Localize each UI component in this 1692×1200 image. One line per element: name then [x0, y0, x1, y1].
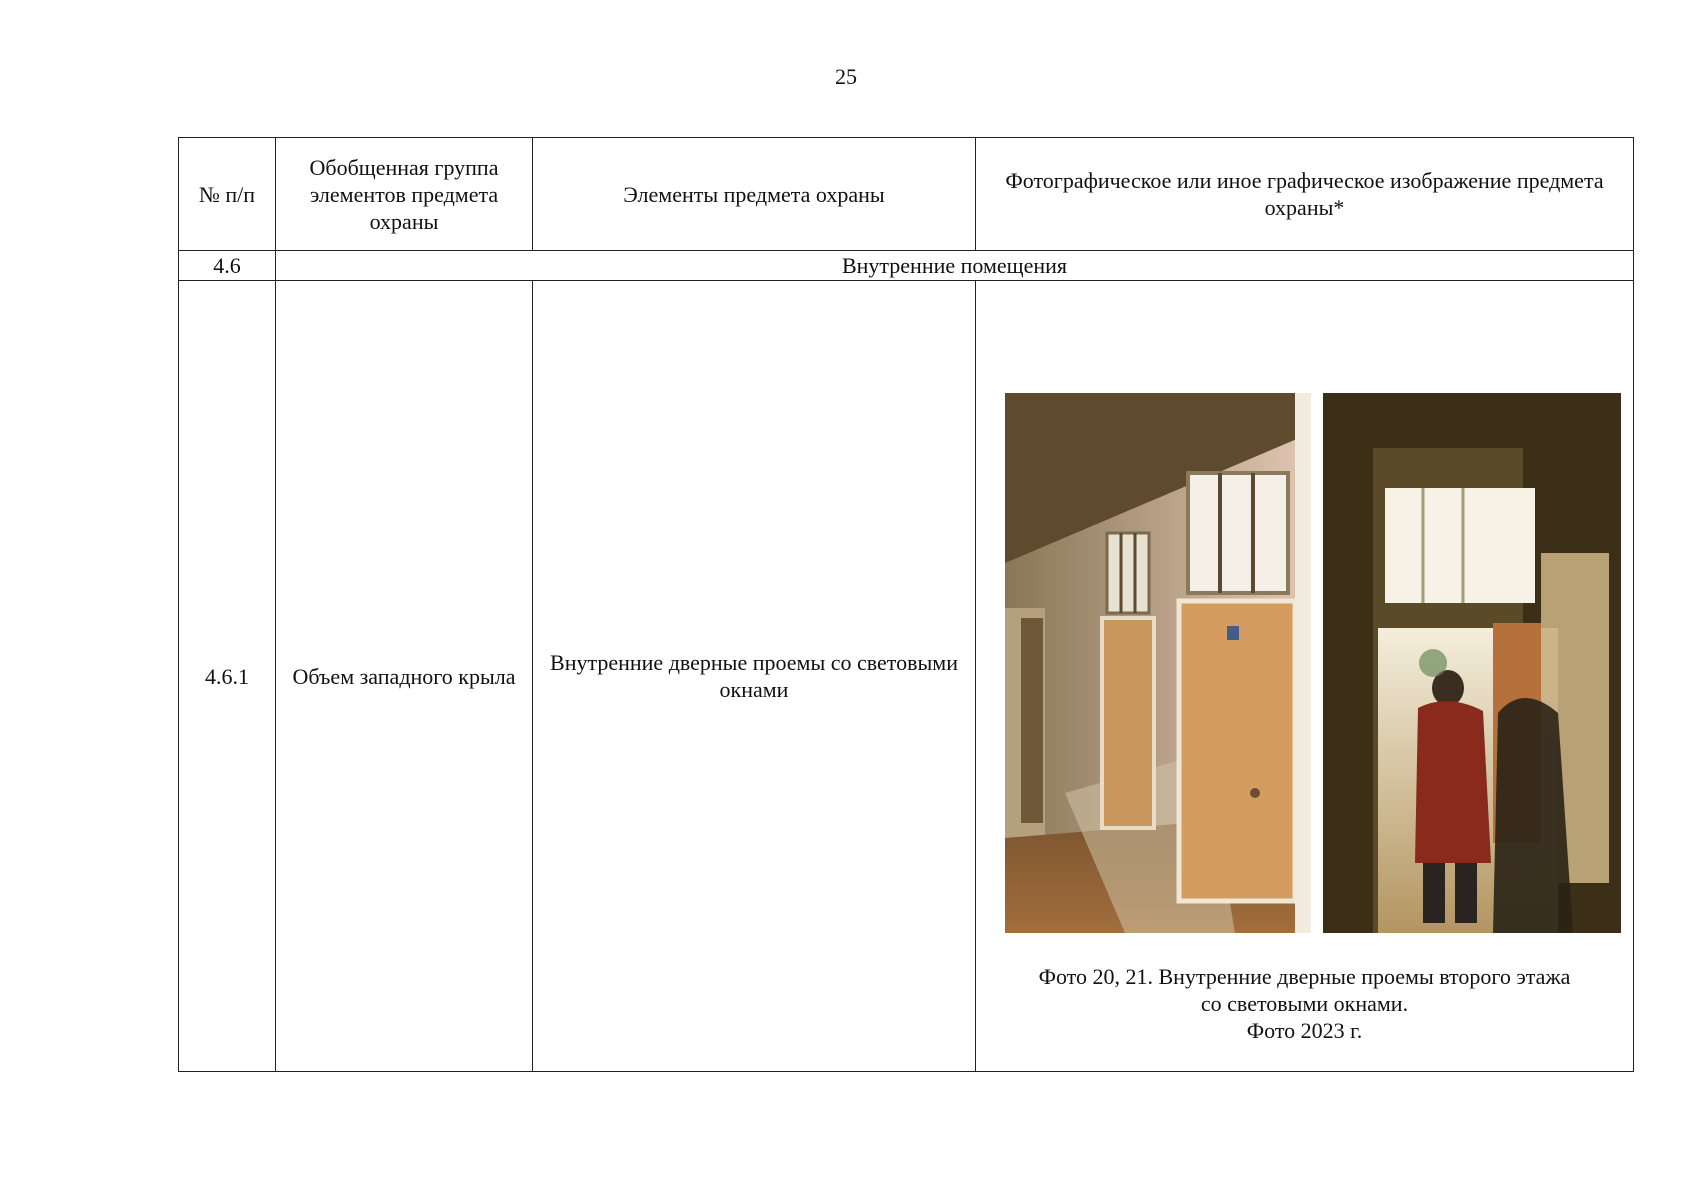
header-group: Обобщенная группа элементов предмета охраны [276, 138, 533, 251]
row-number: 4.6.1 [179, 281, 276, 1072]
photo-caption [984, 963, 1625, 1044]
heritage-elements-table [178, 137, 1634, 1072]
caption-line-1: Фото 20, 21. Внутренние дверные проемы второго этажа [1038, 964, 1571, 989]
header-number: № п/п [179, 138, 276, 251]
page-number: 25 [835, 64, 857, 89]
section-number: 4.6 [179, 251, 276, 281]
header-elements: Элементы предмета охраны [533, 138, 976, 251]
photo-corridor [1005, 393, 1311, 933]
section-row [179, 251, 1634, 281]
caption-line-3: Фото 2023 г. [1246, 1018, 1363, 1043]
row-elements: Внутренние дверные проемы со световыми окнами [533, 281, 976, 1072]
caption-line-2: со световыми окнами. [1200, 991, 1409, 1016]
row-group: Объем западного крыла [276, 281, 533, 1072]
photo-doorway [1323, 393, 1621, 933]
row-photo-cell [976, 281, 1634, 1072]
photo-pair [1005, 393, 1621, 933]
section-title: Внутренние помещения [276, 251, 1634, 281]
table-row [179, 281, 1634, 1072]
header-image: Фотографическое или иное графическое изображение предмета охраны* [976, 138, 1634, 251]
table-header-row [179, 138, 1634, 251]
